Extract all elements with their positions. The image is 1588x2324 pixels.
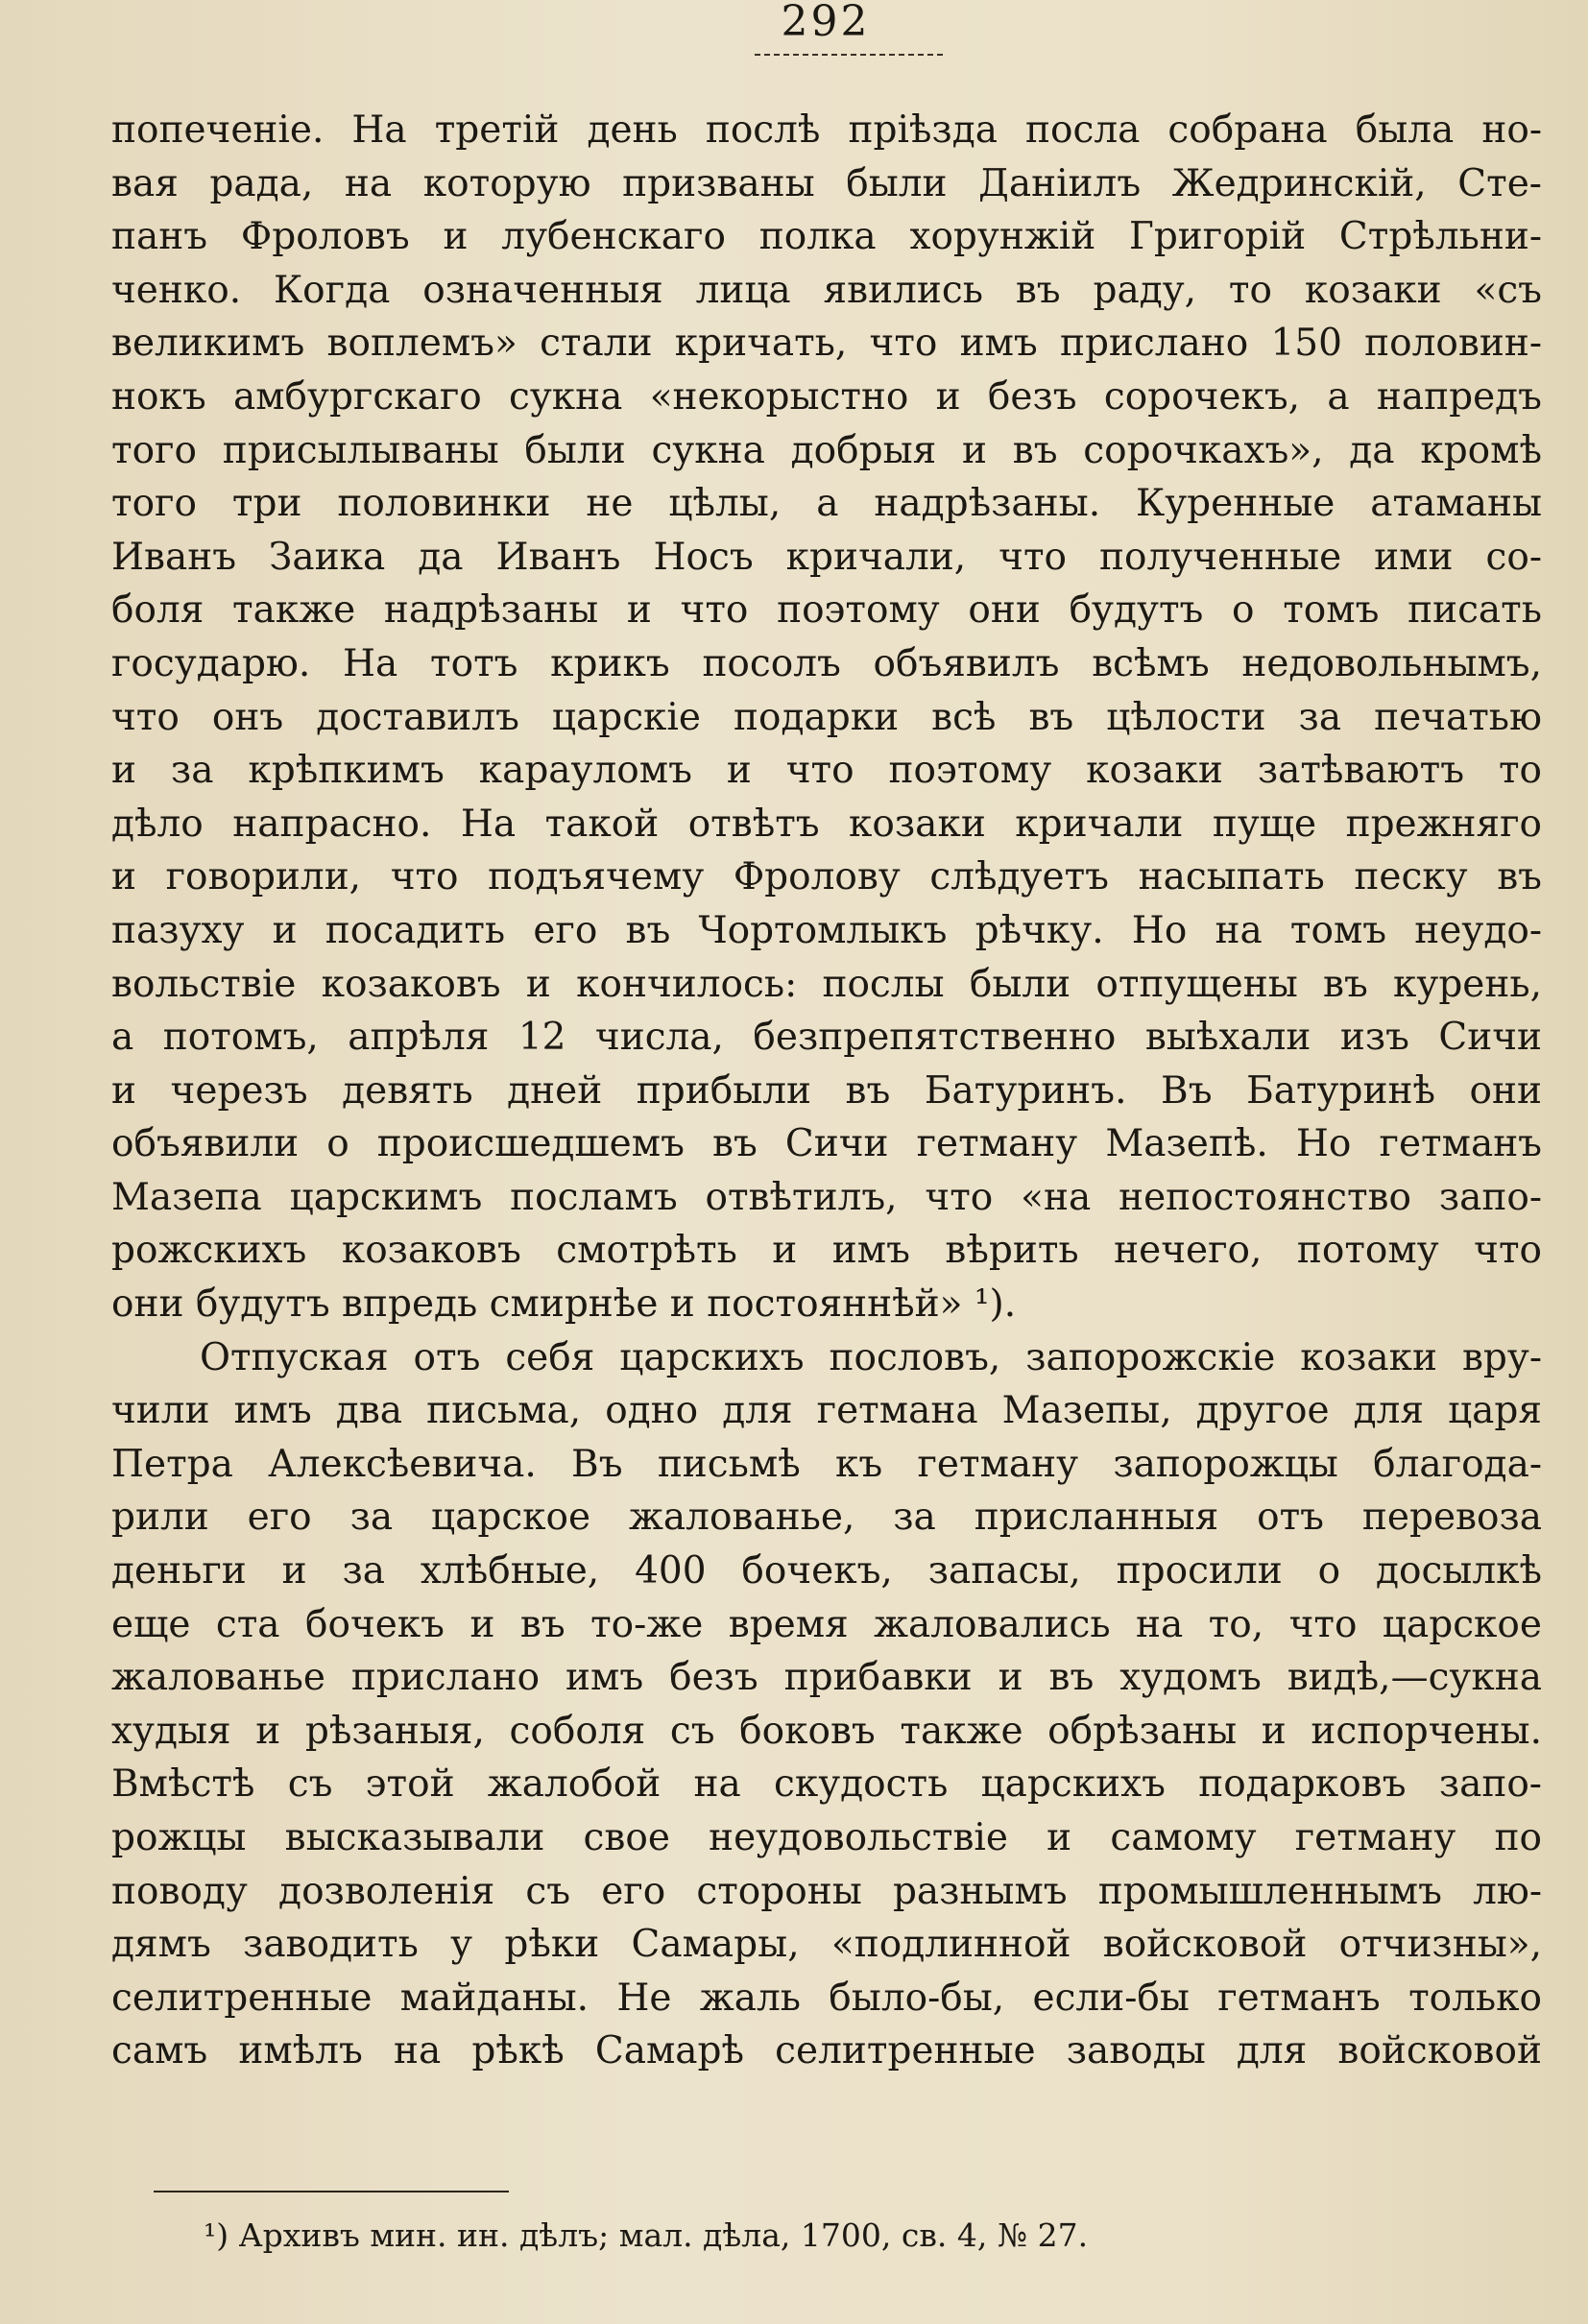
text-line: и за крѣпкимъ карауломъ и что поэтому козаки затѣваютъ то — [111, 749, 1542, 793]
text-line: и говорили, что подъячему Фролову слѣдуетъ насыпать песку въ — [111, 855, 1542, 899]
text-line: того присылываны были сукна добрыя и въ сорочкахъ», да кромѣ — [111, 428, 1542, 472]
text-line: и черезъ девять дней прибыли въ Батуринъ. Въ Батуринѣ они — [111, 1068, 1542, 1113]
text-line: того три половинки не цѣлы, а надрѣзаны. Куренные атаманы — [111, 482, 1542, 526]
text-line: пазуху и посадить его въ Чортомлыкъ рѣчку. Но на томъ неудо- — [111, 908, 1542, 952]
text-line: рожцы высказывали свое неудовольствіе и самому гетману по — [111, 1816, 1542, 1859]
text-line: великимъ воплемъ» стали кричать, что имъ прислано 150 половин- — [111, 322, 1542, 366]
text-line: панъ Фроловъ и лубенскаго полка хорунжій Григорій Стрѣльни- — [111, 215, 1542, 259]
text-line: самъ имѣлъ на рѣкѣ Самарѣ селитренные заводы для войсковой — [111, 2029, 1542, 2073]
paragraph-start-line: Отпуская отъ себя царскихъ пословъ, запорожскіе козаки вру- — [200, 1335, 1542, 1379]
text-line: чили имъ два письма, одно для гетмана Мазепы, другое для царя — [111, 1389, 1542, 1433]
body-text — [111, 104, 1542, 2078]
text-line: Иванъ Заика да Иванъ Носъ кричали, что полученные ими со- — [111, 535, 1542, 579]
text-line: попеченіе. На третій день послѣ пріѣзда посла собрана была но- — [111, 108, 1542, 152]
text-line: дямъ заводить у рѣки Самары, «подлинной войсковой отчизны», — [111, 1923, 1542, 1967]
text-line: объявили о происшедшемъ въ Сичи гетману Мазепѣ. Но гетманъ — [111, 1122, 1542, 1166]
text-line: худыя и рѣзаныя, соболя съ боковъ также обрѣзаны и испорчены. — [111, 1709, 1542, 1753]
text-line: селитренные майданы. Не жаль было-бы, если-бы гетманъ только — [111, 1976, 1542, 2020]
page-number: 292 — [781, 0, 871, 46]
text-line: вая рада, на которую призваны были Даніилъ Жедринскій, Сте- — [111, 161, 1542, 205]
text-line: поводу дозволенія съ его стороны разнымъ промышленнымъ лю- — [111, 1869, 1542, 1913]
page-number-rule — [755, 54, 943, 56]
paragraph-end-line: они будутъ впредь смирнѣе и постояннѣй» ¹). — [111, 1282, 1017, 1327]
text-line: что онъ доставилъ царскіе подарки всѣ въ цѣлости за печатью — [111, 695, 1542, 739]
text-line: государю. На тотъ крикъ посолъ объявилъ всѣмъ недовольнымъ, — [111, 641, 1542, 685]
text-line: Мазепа царскимъ посламъ отвѣтилъ, что «на непостоянство запо- — [111, 1175, 1542, 1219]
text-line: рожскихъ козаковъ смотрѣть и имъ вѣрить нечего, потому что — [111, 1229, 1542, 1273]
text-line: Петра Алексѣевича. Въ письмѣ къ гетману запорожцы благода- — [111, 1442, 1542, 1486]
footnote: ¹) Архивъ мин. ин. дѣлъ; мал. дѣла, 1700, св. 4, № 27. — [204, 2216, 1089, 2254]
text-line: а потомъ, апрѣля 12 числа, безпрепятственно выѣхали изъ Сичи — [111, 1016, 1542, 1060]
text-line: жалованье прислано имъ безъ прибавки и въ худомъ видѣ,—сукна — [111, 1656, 1542, 1700]
text-line: деньги и за хлѣбные, 400 бочекъ, запасы, просили о досылкѣ — [111, 1549, 1542, 1593]
text-line: боля также надрѣзаны и что поэтому они будутъ о томъ писать — [111, 588, 1542, 633]
text-line: нокъ амбургскаго сукна «некорыстно и безъ сорочекъ, а напредъ — [111, 374, 1542, 419]
text-line: еще ста бочекъ и въ то-же время жаловались на то, что царское — [111, 1602, 1542, 1646]
text-line: дѣло напрасно. На такой отвѣтъ козаки кричали пуще прежняго — [111, 802, 1542, 846]
text-line: ченко. Когда означенныя лица явились въ раду, то козаки «съ — [111, 268, 1542, 312]
text-line: рили его за царское жалованье, за присланныя отъ перевоза — [111, 1496, 1542, 1540]
footnote-rule — [154, 2191, 509, 2192]
text-line: вольствіе козаковъ и кончилось: послы были отпущены въ курень, — [111, 962, 1542, 1006]
text-line: Вмѣстѣ съ этой жалобой на скудость царскихъ подарковъ запо- — [111, 1762, 1542, 1807]
